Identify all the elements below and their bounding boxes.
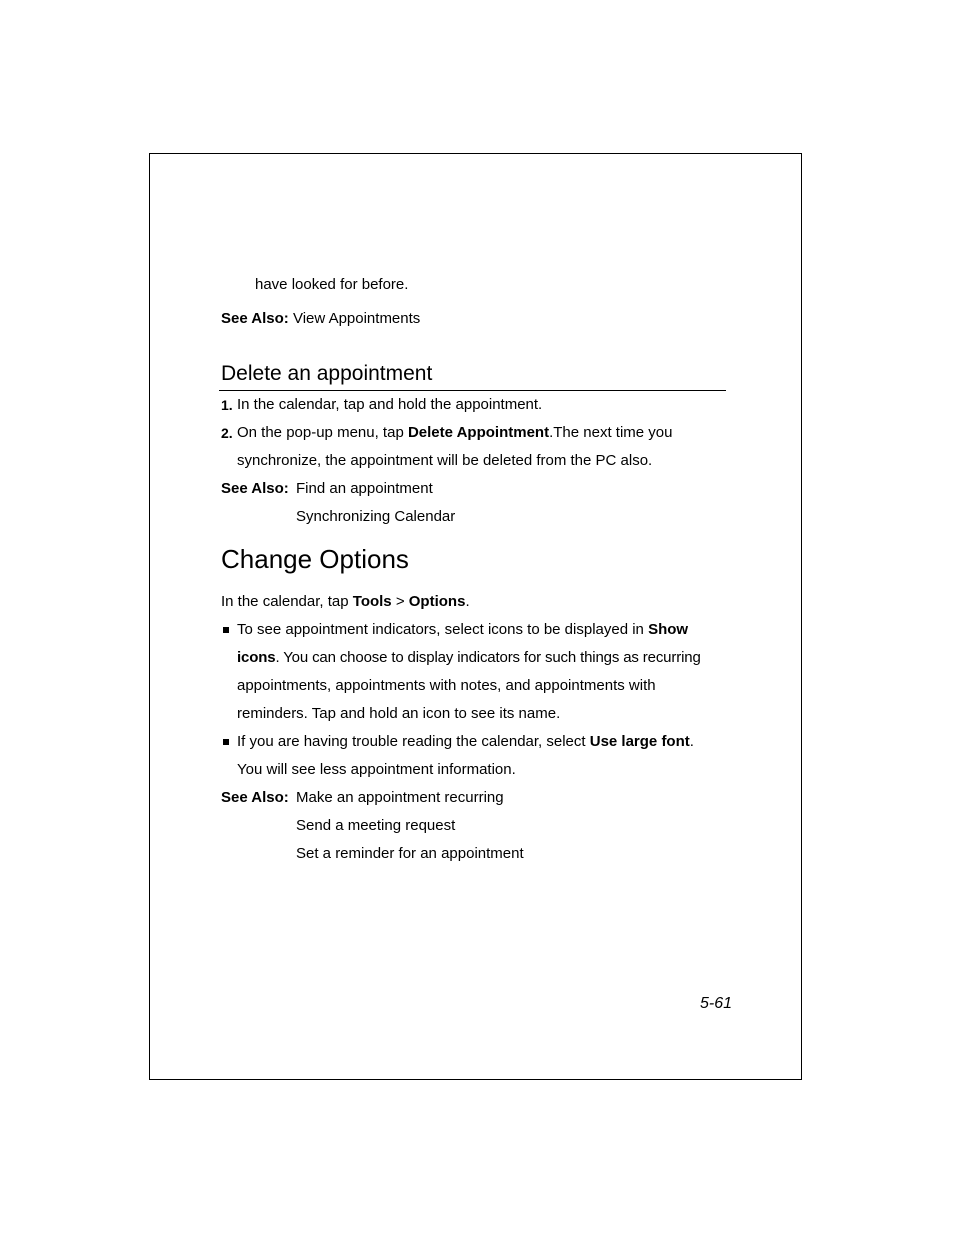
see-also-link-reminder[interactable]: Set a reminder for an appointment (296, 845, 524, 862)
step-number: 2. (221, 425, 233, 441)
see-also-label: See Also: (221, 480, 289, 497)
see-also-link-view-appointments[interactable]: View Appointments (292, 310, 421, 327)
step-text-continuation: synchronize, the appointment will be deleted from the PC also. (237, 452, 653, 469)
step-text-part: .The next time you (549, 424, 673, 441)
ui-term-delete-appointment: Delete Appointment (407, 424, 550, 441)
intro-text: In the calendar, tap (221, 593, 353, 610)
step-text-part: On the pop-up menu, tap (237, 424, 408, 441)
ui-term-options: Options (408, 593, 466, 610)
see-also-link-meeting-request[interactable]: Send a meeting request (296, 817, 456, 834)
intro-separator: > (391, 593, 409, 610)
section-heading-change-options: Change Options (221, 544, 409, 574)
see-also-link-find-appointment[interactable]: Find an appointment (296, 480, 433, 497)
see-also-link-synchronizing-calendar[interactable]: Synchronizing Calendar (296, 508, 456, 525)
options-intro (221, 592, 470, 612)
intro-end: . (465, 593, 470, 610)
bullet-icon (223, 627, 229, 633)
section-heading-delete: Delete an appointment (221, 362, 433, 385)
bullet-text-continuation: reminders. Tap and hold an icon to see its name. (237, 705, 561, 722)
bullet-text-continuation: appointments, appointments with notes, and appointments with (237, 677, 656, 694)
page-frame (149, 153, 802, 1080)
see-also-link-recurring[interactable]: Make an appointment recurring (296, 789, 504, 806)
ui-term-tools: Tools (352, 593, 392, 610)
bullet-text (237, 732, 694, 752)
page-number: 5-61 (700, 995, 733, 1012)
bullet-text-part: To see appointment indicators, select icons to be displayed in (237, 621, 649, 638)
see-also-label: See Also: (221, 310, 289, 327)
bullet-text-continuation (237, 648, 701, 668)
heading-rule (219, 390, 726, 391)
bullet-text (237, 620, 688, 640)
see-also-row-top (221, 309, 420, 329)
continuation-text: have looked for before. (255, 276, 409, 293)
ui-term-icons: icons (237, 649, 276, 666)
bullet-icon (223, 739, 229, 745)
bullet-text-continuation: You will see less appointment information. (237, 761, 516, 778)
bullet-text-part: If you are having trouble reading the calendar, select (237, 733, 590, 750)
step-number: 1. (221, 397, 233, 413)
step-text: In the calendar, tap and hold the appointment. (237, 396, 543, 413)
ui-term-use-large-font: Use large font (589, 733, 690, 750)
step-text (237, 423, 672, 443)
ui-term-show: Show (648, 621, 689, 638)
see-also-label: See Also: (221, 789, 289, 806)
bullet-text-part: . (689, 733, 694, 750)
bullet-text-part: . You can choose to display indicators for such things as recurring (275, 649, 701, 666)
